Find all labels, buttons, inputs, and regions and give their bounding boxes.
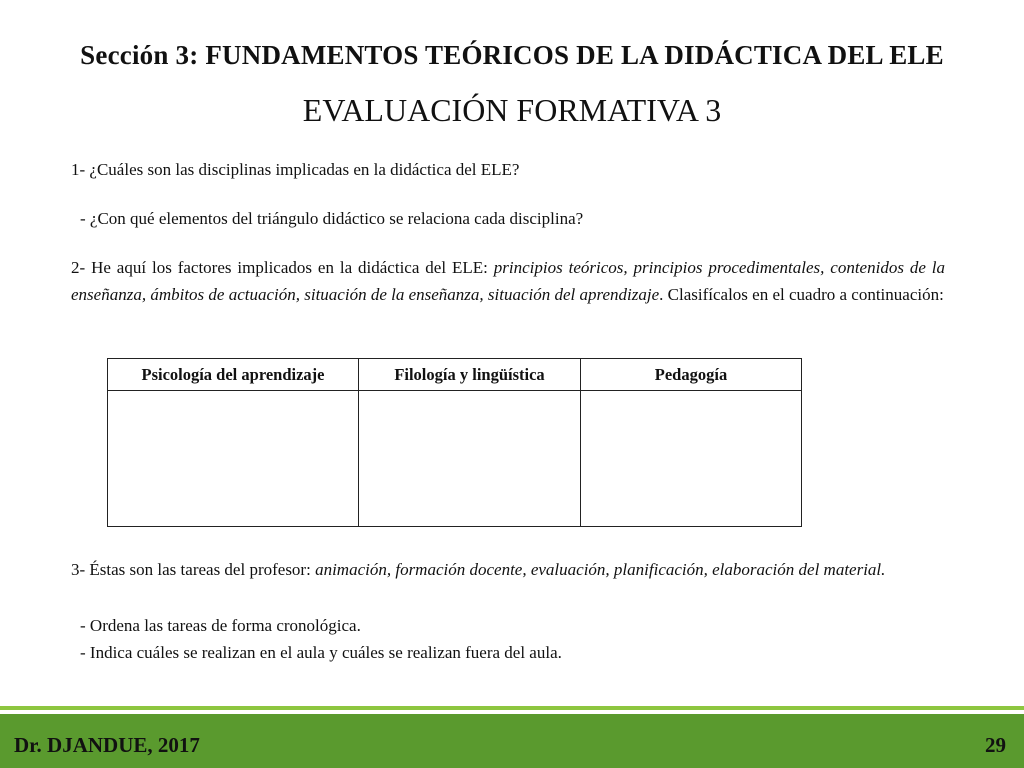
question-3-sub2: - Indica cuáles se realizan en el aula y cuáles se realizan fuera del aula. [80,643,562,662]
footer-divider [0,706,1024,710]
classification-table [107,358,802,527]
question-2-items: principios teóricos, principios procedimentales, contenidos de la enseñanza, ámbitos de actuación, situación de la enseñanza, situación del aprendizaje [71,258,946,304]
page-title: EVALUACIÓN FORMATIVA 3 [302,92,722,128]
question-2-outro: . Clasifícalos en el cuadro a continuación: [659,285,944,304]
footer-author: Dr. DJANDUE, 2017 [14,733,200,757]
page-number: 29 [985,733,1006,757]
table-header-psicologia: Psicología del aprendizaje [108,359,359,391]
question-1: 1- ¿Cuáles son las disciplinas implicadas en la didáctica del ELE? [71,160,520,179]
footer-bar [0,714,1024,768]
question-2 [71,254,945,308]
question-2-intro: 2- He aquí los factores implicados en la didáctica del ELE: [71,258,494,277]
question-1-sub: - ¿Con qué elementos del triángulo didáctico se relaciona cada disciplina? [80,209,584,228]
table-cell-psicologia[interactable] [108,391,359,527]
question-3-items: animación, formación docente, evaluación, planificación, elaboración del material. [315,560,886,579]
question-3 [71,556,945,583]
table-header-pedagogia: Pedagogía [581,359,802,391]
table-cell-filologia[interactable] [359,391,581,527]
table-cell-pedagogia[interactable] [581,391,802,527]
section-title: Sección 3: FUNDAMENTOS TEÓRICOS DE LA DIDÁCTICA DEL ELE [80,40,944,70]
table-header-filologia: Filología y lingüística [359,359,581,391]
question-3-intro: 3- Éstas son las tareas del profesor: [71,560,316,579]
question-3-sub1: - Ordena las tareas de forma cronológica. [80,616,361,635]
